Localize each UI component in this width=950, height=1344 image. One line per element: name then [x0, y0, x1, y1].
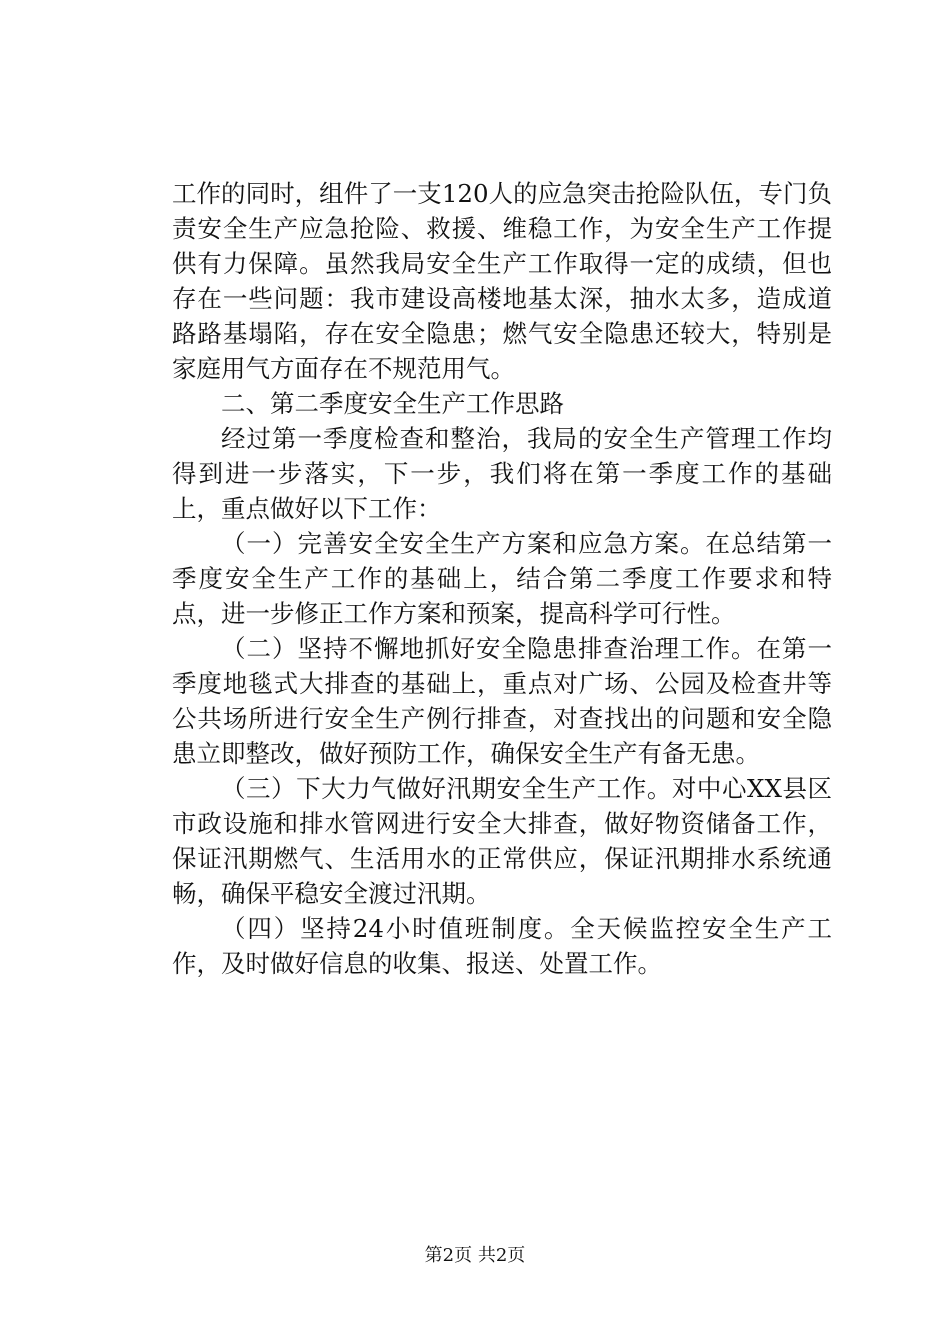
paragraph-item-2: （二）坚持不懈地抓好安全隐患排查治理工作。在第一季度地毯式大排查的基础上，重点对广场、公园及检查井等公共场所进行安全生产例行排查，对查找出的问题和安全隐患立即整改，做好预防工作，确保安全生产有备无患。	[172, 634, 832, 768]
page-footer: 第2页 共2页	[424, 1245, 526, 1266]
document-body	[172, 176, 832, 981]
paragraph-item-4: （四）坚持24小时值班制度。全天候监控安全生产工作，及时做好信息的收集、报送、处置工作。	[172, 914, 832, 978]
paragraph-item-3: （三）下大力气做好汛期安全生产工作。对中心XX县区市政设施和排水管网进行安全大排查，做好物资储备工作，保证汛期燃气、生活用水的正常供应，保证汛期排水系统通畅，确保平稳安全渡过汛期。	[172, 774, 832, 908]
paragraph-item-1: （一）完善安全安全生产方案和应急方案。在总结第一季度安全生产工作的基础上，结合第二季度工作要求和特点，进一步修正工作方案和预案，提高科学可行性。	[172, 529, 832, 628]
paragraph-continuation: 工作的同时，组件了一支120人的应急突击抢险队伍，专门负责安全生产应急抢险、救援、维稳工作，为安全生产工作提供有力保障。虽然我局安全生产工作取得一定的成绩，但也存在一些问题：我市建设高楼地基太深，抽水太多，造成道路路基塌陷，存在安全隐患；燃气安全隐患还较大，特别是家庭用气方面存在不规范用气。	[172, 179, 832, 383]
paragraph-intro: 经过第一季度检查和整治，我局的安全生产管理工作均得到进一步落实，下一步，我们将在第一季度工作的基础上，重点做好以下工作：	[172, 424, 832, 523]
section-heading: 二、第二季度安全生产工作思路	[221, 389, 564, 418]
